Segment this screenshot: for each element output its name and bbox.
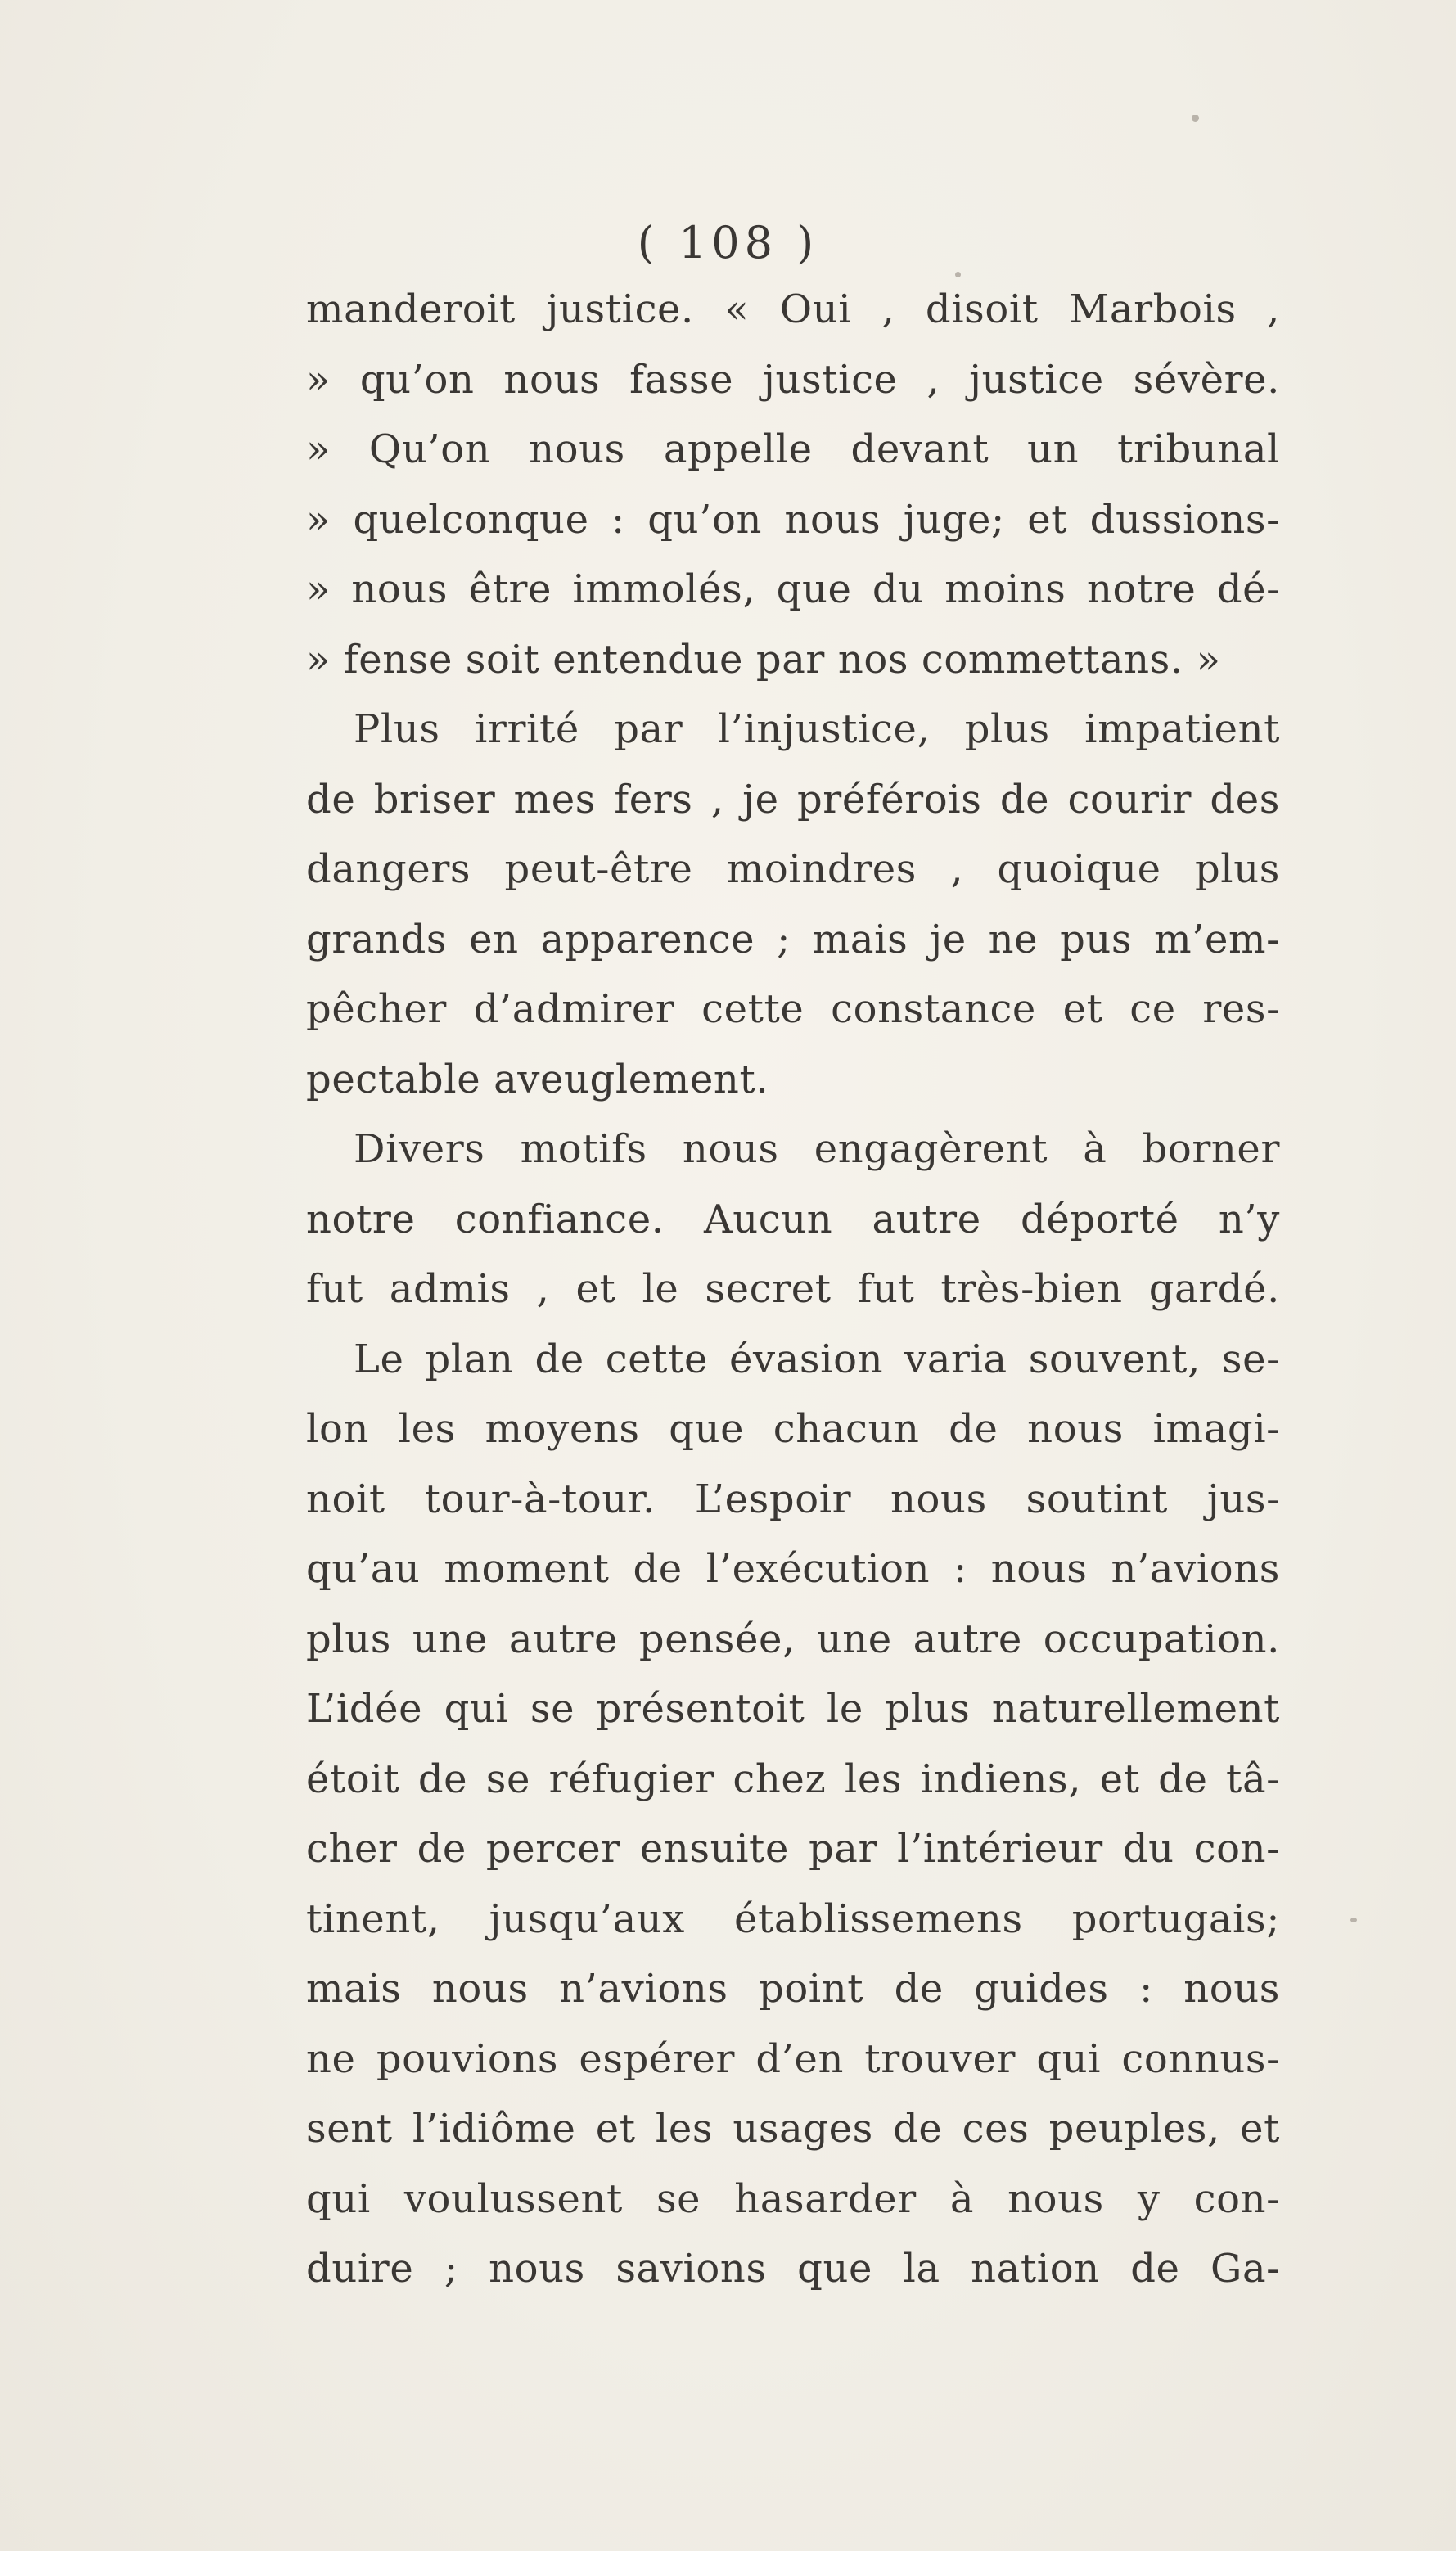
body-text — [306, 275, 1280, 2305]
text-line: étoit de se réfugier chez les indiens, et de tâ- — [306, 1756, 1280, 1802]
text-line: sent l’idiôme et les usages de ces peuples, et — [306, 2106, 1280, 2152]
text-line: dangers peut-être moindres , quoique plus — [306, 846, 1280, 892]
page-number: ( 108 ) — [637, 217, 819, 268]
paper-speck — [955, 272, 961, 277]
text-line: notre confiance. Aucun autre déporté n’y — [306, 1196, 1280, 1242]
text-line: Plus irrité par l’injustice, plus impatient — [354, 706, 1280, 752]
text-line: tinent, jusqu’aux établissemens portugais; — [306, 1895, 1280, 1942]
paper-speck — [1192, 115, 1199, 122]
paper-speck — [1350, 1918, 1357, 1922]
text-line: » quelconque : qu’on nous juge; et dussions- — [306, 496, 1280, 543]
text-line: lon les moyens que chacun de nous imagi- — [306, 1406, 1280, 1452]
text-line: » qu’on nous fasse justice , justice sévère. — [306, 356, 1280, 403]
text-line: noit tour-à-tour. L’espoir nous soutint jus- — [306, 1476, 1280, 1522]
text-line: mais nous n’avions point de guides : nous — [306, 1966, 1280, 2012]
text-line: manderoit justice. « Oui , disoit Marbois , — [306, 286, 1280, 332]
text-line: pectable aveuglement. — [306, 1056, 769, 1102]
text-line: » fense soit entendue par nos commettans. » — [306, 636, 1221, 683]
text-line: qu’au moment de l’exécution : nous n’avions — [306, 1546, 1280, 1592]
text-line: plus une autre pensée, une autre occupation. — [306, 1616, 1280, 1662]
text-line: » nous être immolés, que du moins notre dé- — [306, 566, 1280, 612]
text-line: ne pouvions espérer d’en trouver qui connus- — [306, 2035, 1280, 2082]
text-line: Le plan de cette évasion varia souvent, se- — [354, 1336, 1280, 1382]
text-line: de briser mes fers , je préférois de courir des — [306, 776, 1280, 823]
text-line: qui voulussent se hasarder à nous y con- — [306, 2175, 1280, 2222]
text-line: Divers motifs nous engagèrent à borner — [354, 1126, 1280, 1172]
text-line: L’idée qui se présentoit le plus naturellement — [306, 1686, 1280, 1732]
text-line: duire ; nous savions que la nation de Ga- — [306, 2246, 1280, 2292]
text-line: » Qu’on nous appelle devant un tribunal — [306, 426, 1280, 472]
text-line: grands en apparence ; mais je ne pus m’em- — [306, 916, 1280, 962]
text-line: pêcher d’admirer cette constance et ce res- — [306, 986, 1280, 1032]
text-line: fut admis , et le secret fut très-bien gardé. — [306, 1266, 1280, 1312]
text-line: cher de percer ensuite par l’intérieur du con- — [306, 1826, 1280, 1872]
